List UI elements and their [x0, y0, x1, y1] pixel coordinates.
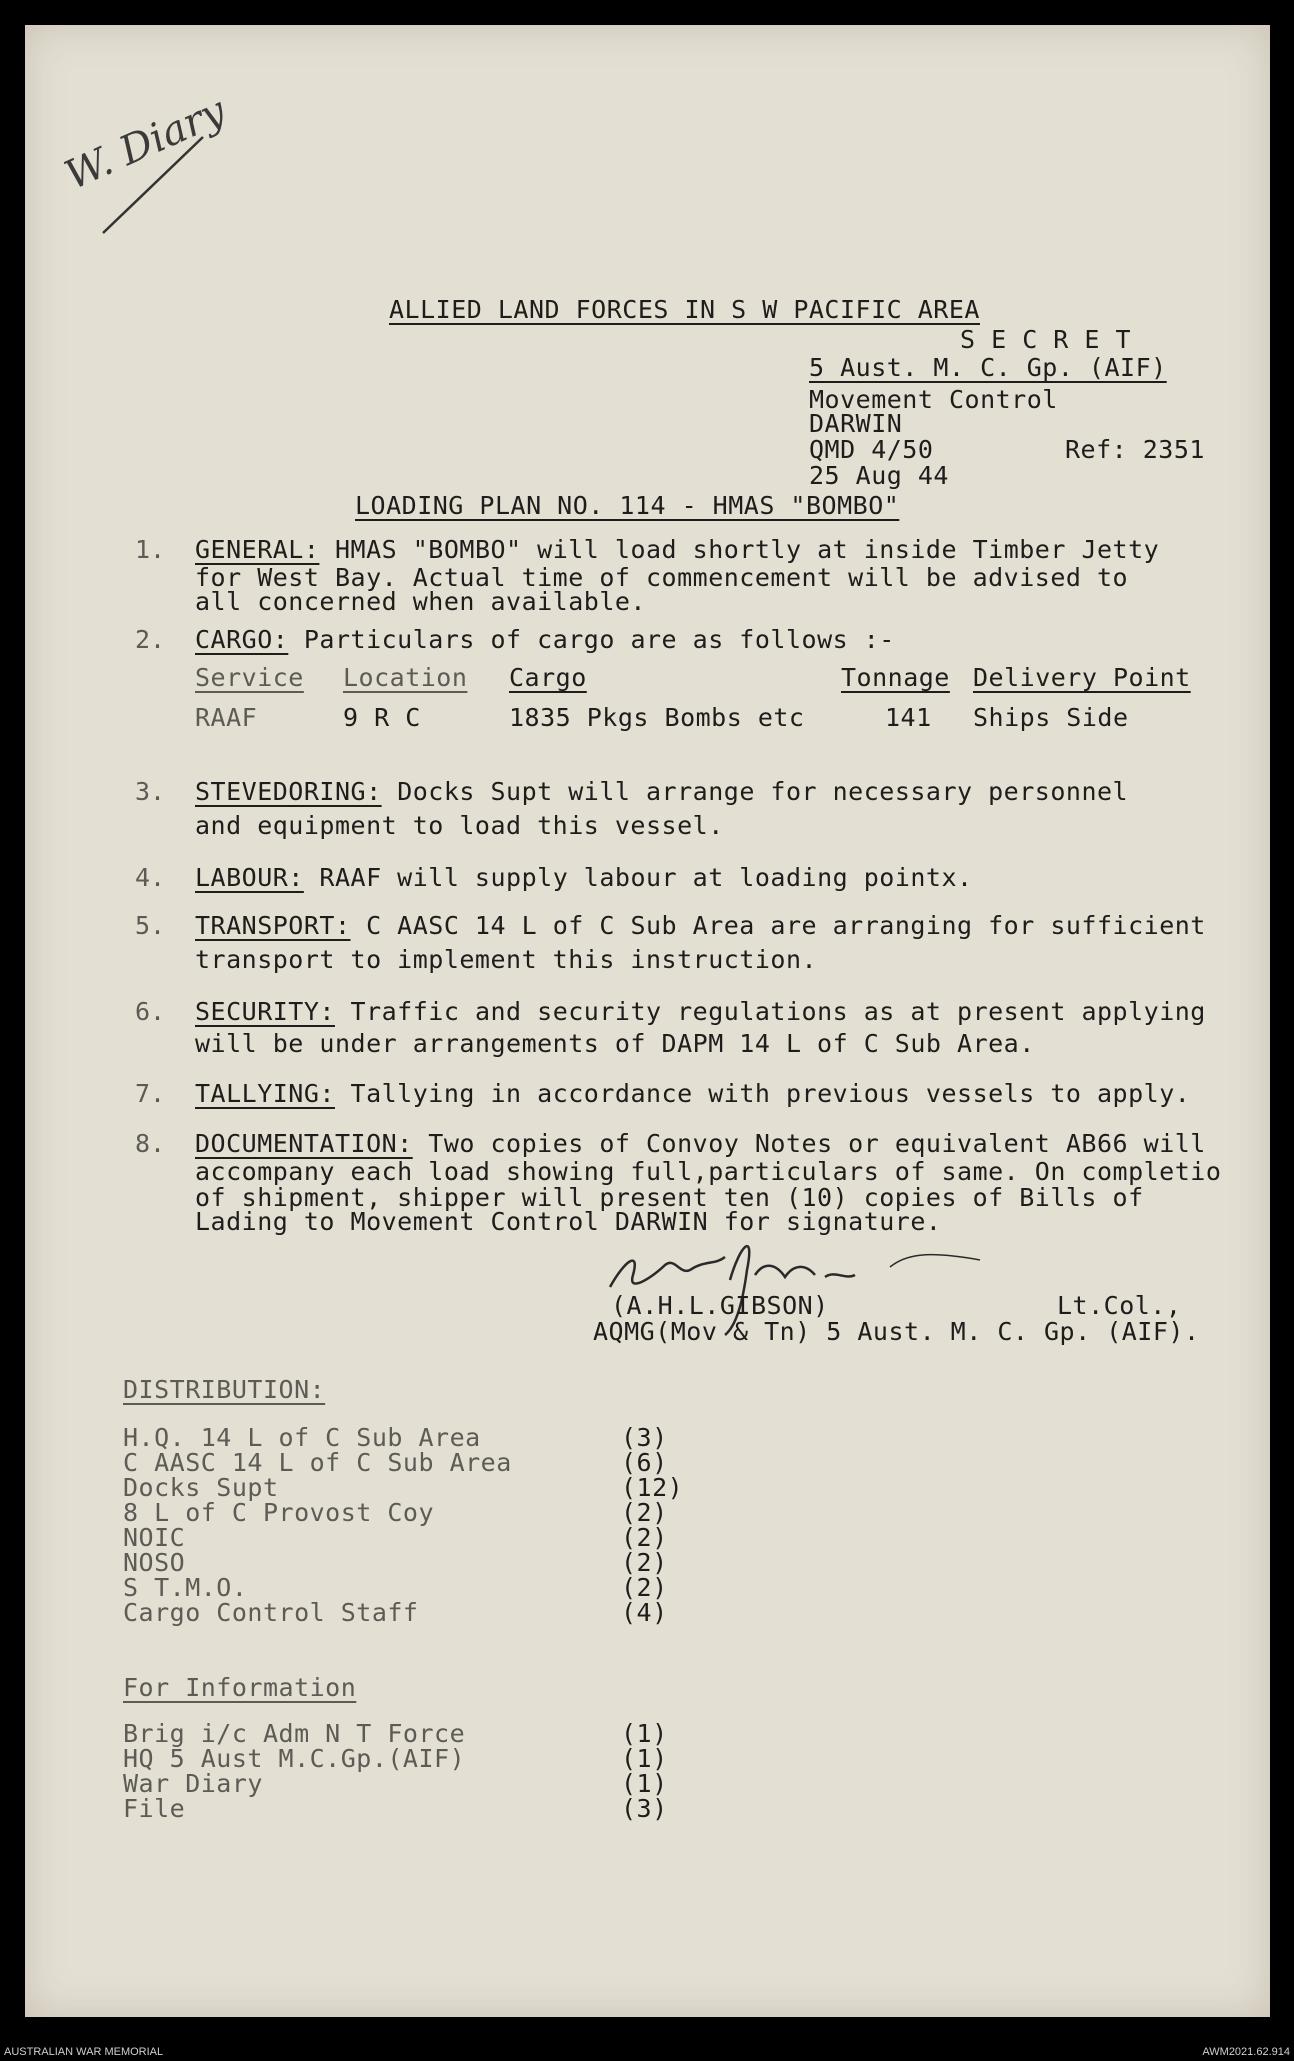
section-labour-line1: LABOUR: RAAF will supply labour at loading pointx.: [195, 863, 973, 892]
cargo-header-tonnage: Tonnage: [841, 663, 950, 692]
place-name: DARWIN: [809, 409, 903, 438]
list-item-copies: (3): [621, 1794, 668, 1823]
list-item-name: Cargo Control Staff: [123, 1598, 419, 1627]
section-stevedoring-line1: STEVEDORING: Docks Supt will arrange for necessary personnel: [195, 777, 1129, 806]
list-item-copies: (2): [621, 1573, 668, 1602]
handwritten-annotation: W. Diary: [58, 87, 233, 200]
list-item-name: NOSO: [123, 1548, 186, 1577]
section-documentation-line2: accompany each load showing full,particulars of same. On completio: [195, 1157, 1222, 1186]
section-general-line1: GENERAL: HMAS "BOMBO" will load shortly at inside Timber Jetty: [195, 535, 1160, 564]
list-item-name: C AASC 14 L of C Sub Area: [123, 1448, 512, 1477]
signatory-name: (A.H.L.GIBSON): [611, 1291, 829, 1320]
section-tallying-line1: TALLYING: Tallying in accordance with previous vessels to apply.: [195, 1079, 1191, 1108]
list-item-name: 8 L of C Provost Coy: [123, 1498, 435, 1527]
for-information-heading: For Information: [123, 1673, 357, 1702]
section-security-line2: will be under arrangements of DAPM 14 L of C Sub Area.: [195, 1029, 1035, 1058]
list-item-name: War Diary: [123, 1769, 263, 1798]
section-number: 1.: [135, 535, 166, 564]
document-date: 25 Aug 44: [809, 461, 949, 490]
list-item-copies: (1): [621, 1769, 668, 1798]
section-heading: DOCUMENTATION:: [195, 1129, 413, 1158]
section-stevedoring-line2: and equipment to load this vessel.: [195, 811, 724, 840]
list-item-copies: (12): [621, 1473, 684, 1502]
cargo-cell-location: 9 R C: [343, 703, 421, 732]
list-item-copies: (6): [621, 1448, 668, 1477]
section-heading: TRANSPORT:: [195, 911, 351, 940]
cargo-cell-cargo: 1835 Pkgs Bombs etc: [509, 703, 805, 732]
file-reference: QMD 4/50: [809, 435, 934, 464]
classification: S E C R E T: [960, 325, 1132, 354]
section-number: 3.: [135, 777, 166, 806]
section-heading: GENERAL:: [195, 535, 320, 564]
plan-title: LOADING PLAN NO. 114 - HMAS "BOMBO": [355, 491, 900, 520]
list-item-name: Brig i/c Adm N T Force: [123, 1719, 466, 1748]
cargo-header-service: Service: [195, 663, 304, 692]
cargo-header-cargo: Cargo: [509, 663, 587, 692]
section-number: 2.: [135, 625, 166, 654]
footer-right: AWM2021.62.914: [1202, 2046, 1290, 2058]
section-security-line1: SECURITY: Traffic and security regulations as at present applying: [195, 997, 1206, 1026]
list-item-copies: (3): [621, 1423, 668, 1452]
section-heading: SECURITY:: [195, 997, 335, 1026]
section-documentation-line3: of shipment, shipper will present ten (10) copies of Bills of: [195, 1183, 1144, 1212]
section-documentation-line4: Lading to Movement Control DARWIN for signature.: [195, 1207, 942, 1236]
section-general-line2: for West Bay. Actual time of commencement will be advised to: [195, 563, 1129, 592]
unit-name: 5 Aust. M. C. Gp. (AIF): [809, 353, 1167, 382]
distribution-heading: DISTRIBUTION:: [123, 1375, 326, 1404]
section-heading: LABOUR:: [195, 863, 304, 892]
section-number: 7.: [135, 1079, 166, 1108]
document-sheet: [25, 25, 1270, 2017]
section-number: 5.: [135, 911, 166, 940]
list-item-name: NOIC: [123, 1523, 186, 1552]
list-item-name: File: [123, 1794, 186, 1823]
cargo-cell-tonnage: 141: [885, 703, 932, 732]
section-transport-line1: TRANSPORT: C AASC 14 L of C Sub Area are arranging for sufficient: [195, 911, 1206, 940]
section-heading: TALLYING:: [195, 1079, 335, 1108]
list-item-copies: (4): [621, 1598, 668, 1627]
section-number: 8.: [135, 1129, 166, 1158]
list-item-copies: (2): [621, 1498, 668, 1527]
list-item-copies: (1): [621, 1719, 668, 1748]
list-item-name: S T.M.O.: [123, 1573, 248, 1602]
signatory-appointment: AQMG(Mov & Tn) 5 Aust. M. C. Gp. (AIF).: [593, 1317, 1200, 1346]
cargo-header-location: Location: [343, 663, 468, 692]
signatory-rank: Lt.Col.,: [1057, 1291, 1182, 1320]
section-number: 6.: [135, 997, 166, 1026]
list-item-copies: (1): [621, 1744, 668, 1773]
cargo-cell-delivery: Ships Side: [973, 703, 1129, 732]
reference-number: Ref: 2351: [1065, 435, 1205, 464]
list-item-name: Docks Supt: [123, 1473, 279, 1502]
section-cargo-line1: CARGO: Particulars of cargo are as follows :-: [195, 625, 895, 654]
list-item-copies: (2): [621, 1523, 668, 1552]
list-item-copies: (2): [621, 1548, 668, 1577]
list-item-name: HQ 5 Aust M.C.Gp.(AIF): [123, 1744, 466, 1773]
section-general-line3: all concerned when available.: [195, 587, 646, 616]
section-transport-line2: transport to implement this instruction.: [195, 945, 818, 974]
section-number: 4.: [135, 863, 166, 892]
section-documentation-line1: DOCUMENTATION: Two copies of Convoy Notes or equivalent AB66 will: [195, 1129, 1206, 1158]
signature-flourish: [890, 1255, 980, 1267]
office-name: Movement Control: [809, 385, 1058, 414]
section-heading: STEVEDORING:: [195, 777, 382, 806]
cargo-cell-service: RAAF: [195, 703, 258, 732]
list-item-name: H.Q. 14 L of C Sub Area: [123, 1423, 481, 1452]
footer-left: AUSTRALIAN WAR MEMORIAL: [4, 2046, 164, 2058]
cargo-header-delivery: Delivery Point: [973, 663, 1191, 692]
section-heading: CARGO:: [195, 625, 289, 654]
header-title: ALLIED LAND FORCES IN S W PACIFIC AREA: [389, 295, 980, 324]
